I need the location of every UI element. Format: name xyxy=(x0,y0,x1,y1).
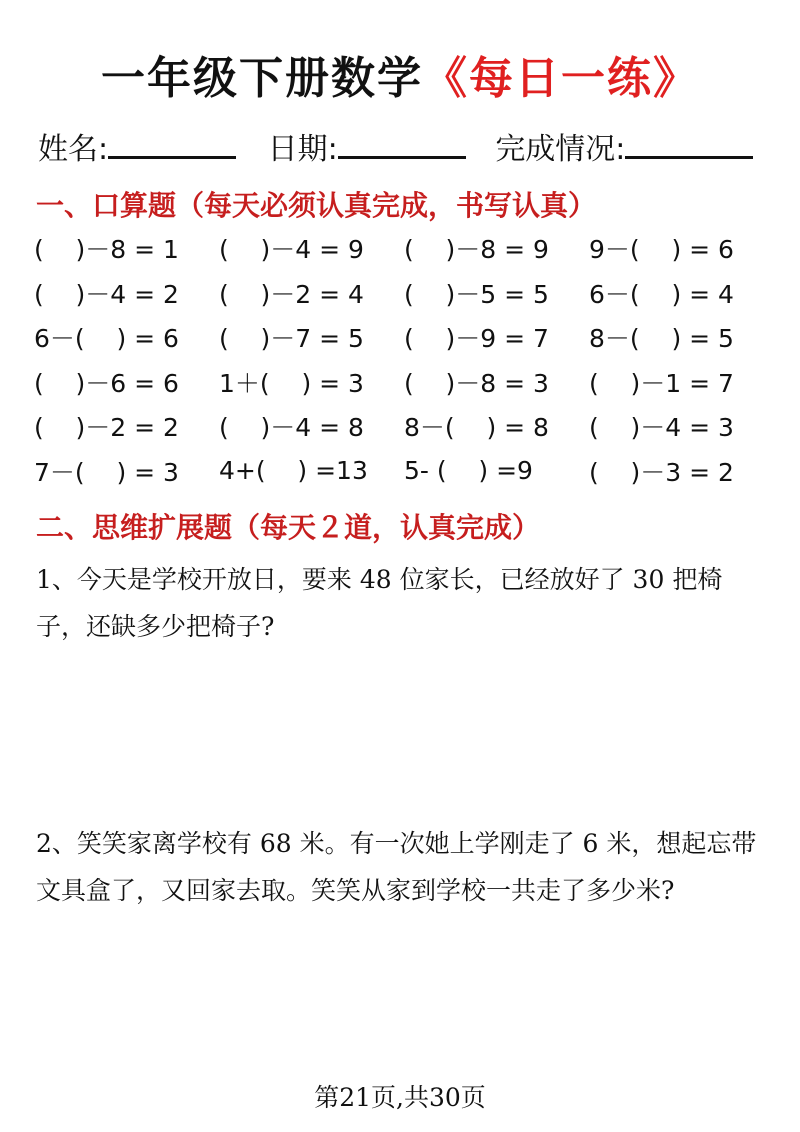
arithmetic-item[interactable]: ( )－1 = 7 xyxy=(589,368,734,398)
arithmetic-item[interactable]: ( )－2 = 2 xyxy=(34,413,179,443)
arithmetic-item[interactable]: 9－( ) = 6 xyxy=(589,235,734,265)
student-info-row xyxy=(38,124,778,168)
status-blank[interactable] xyxy=(625,130,753,159)
arithmetic-row xyxy=(34,315,774,360)
arithmetic-item[interactable]: ( )－6 = 6 xyxy=(34,368,179,398)
title-main: 一年级下册数学 xyxy=(101,53,423,104)
date-blank[interactable] xyxy=(338,130,466,159)
arithmetic-item[interactable]: 6－( ) = 6 xyxy=(34,324,179,354)
arithmetic-item[interactable]: 6－( ) = 4 xyxy=(589,279,734,309)
status-group xyxy=(495,124,753,168)
arithmetic-item[interactable]: ( )－4 = 8 xyxy=(219,413,364,443)
arithmetic-item[interactable]: 5- ( ) =9 xyxy=(404,456,533,486)
question-2: 2、笑笑家离学校有 68 米。有一次她上学刚走了 6 米，想起忘带文具盒了，又回家去取。笑笑从家到学校一共走了多少米? xyxy=(36,829,757,905)
section1-title: 一、口算题（每天必须认真完成，书写认真） xyxy=(36,189,597,222)
arithmetic-row xyxy=(34,226,774,271)
arithmetic-grid xyxy=(34,226,774,493)
arithmetic-item[interactable]: 8－( ) = 5 xyxy=(589,324,734,354)
arithmetic-item[interactable]: ( )－4 = 2 xyxy=(34,279,179,309)
name-blank[interactable] xyxy=(108,130,236,159)
arithmetic-item[interactable]: 7－( ) = 3 xyxy=(34,457,179,487)
arithmetic-item[interactable]: ( )－3 = 2 xyxy=(589,457,734,487)
arithmetic-row xyxy=(34,360,774,405)
arithmetic-item[interactable]: ( )－4 = 9 xyxy=(219,235,364,265)
arithmetic-item[interactable]: ( )－9 = 7 xyxy=(404,324,549,354)
arithmetic-item[interactable]: ( )－5 = 5 xyxy=(404,279,549,309)
section2-title: 二、思维扩展题（每天２道，认真完成） xyxy=(36,511,541,544)
arithmetic-item[interactable]: ( )－2 = 4 xyxy=(219,279,364,309)
page-title xyxy=(0,42,800,106)
title-highlight: 《每日一练》 xyxy=(423,53,699,104)
arithmetic-item[interactable]: ( )－8 = 1 xyxy=(34,235,179,265)
arithmetic-row xyxy=(34,449,774,494)
arithmetic-row xyxy=(34,404,774,449)
question-1: 1、今天是学校开放日，要来 48 位家长，已经放好了 30 把椅子，还缺多少把椅子? xyxy=(36,565,723,641)
arithmetic-item[interactable]: 8－( ) = 8 xyxy=(404,413,549,443)
arithmetic-item[interactable]: ( )－8 = 9 xyxy=(404,235,549,265)
arithmetic-item[interactable]: ( )－8 = 3 xyxy=(404,368,549,398)
arithmetic-item[interactable]: 4+( ) =13 xyxy=(219,456,368,486)
date-label: 日期: xyxy=(267,132,338,167)
arithmetic-item[interactable]: ( )－7 = 5 xyxy=(219,324,364,354)
name-group xyxy=(38,124,236,168)
arithmetic-row xyxy=(34,271,774,316)
status-label: 完成情况: xyxy=(495,132,626,167)
arithmetic-item[interactable]: 1＋( ) = 3 xyxy=(219,368,364,398)
arithmetic-item[interactable]: ( )－4 = 3 xyxy=(589,413,734,443)
name-label: 姓名: xyxy=(38,132,109,167)
page-number: 第21页,共30页 xyxy=(314,1083,486,1112)
date-group xyxy=(268,124,466,168)
